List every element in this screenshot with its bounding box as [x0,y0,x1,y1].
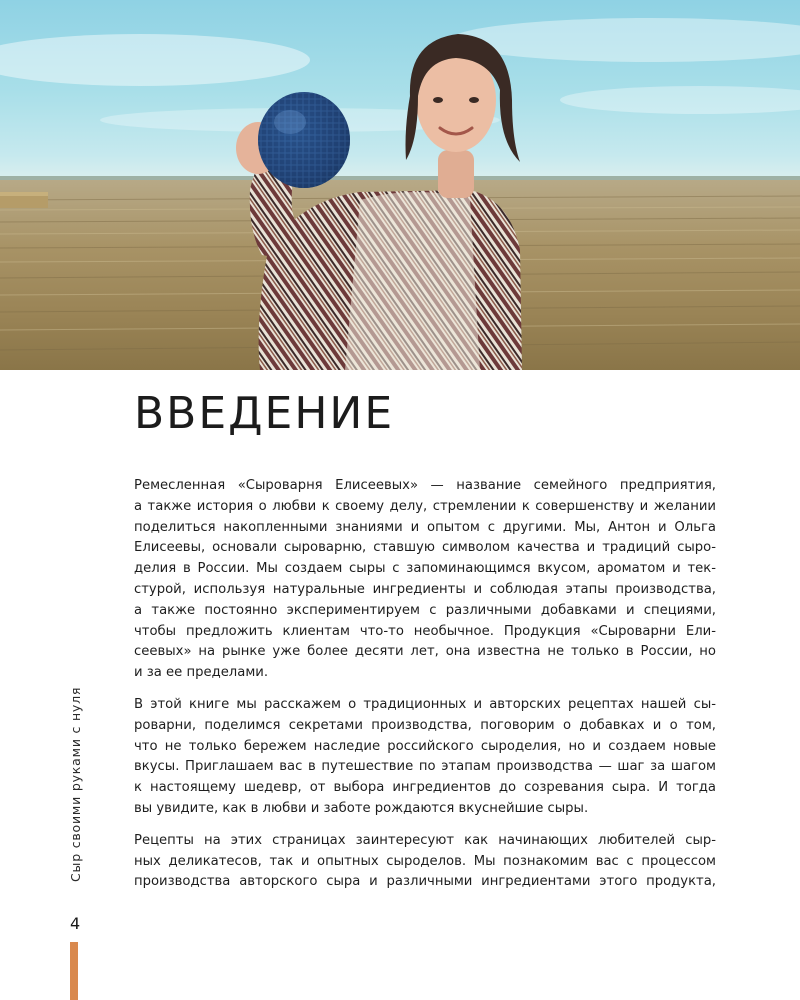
text-line: сеевых» на рынке уже более десяти лет, она известна не только в России, но [134,644,716,660]
page-number: 4 [70,914,81,933]
paragraph-1 [134,476,716,684]
hero-photo [0,0,800,370]
hero-photo-illustration [0,0,800,370]
text-line: роварни, поделимся секретами производства, поговорим о добавках и о том, [134,717,716,733]
text-line: В этой книге мы расскажем о традиционных и авторских рецептах нашей сы- [134,696,716,712]
text-line: ных деликатесов, так и опытных сыроделов. Мы познакомим вас с процессом [134,853,716,869]
text-line: Рецепты на этих страницах заинтересуют как начинающих любителей сыр- [134,832,716,848]
text-line: производства авторского сыра и различными ингредиентами этого продукта, [134,874,716,890]
paragraph-2 [134,695,716,820]
text-line: чтобы предложить клиентам что-то необычное. Продукция «Сыроварни Ели- [134,623,716,639]
text-line: а также история о любви к своему делу, стремлении к совершенству и желании [134,498,716,514]
text-line: что не только бережем наследие российского сыроделия, но и создаем новые [134,738,716,754]
text-line: Елисеевы, основали сыроварню, ставшую символом качества и традиций сыро- [134,540,716,556]
text-line: к настоящему шедевр, от выбора ингредиентов до созревания сыра. И тогда [134,780,716,796]
text-line: и за ее пределами. [134,665,269,681]
text-line: стурой, используя натуральные ингредиенты и соблюдая этапы производства, [134,581,716,597]
running-title: Сыр своими руками с нуля [68,686,83,882]
accent-bar [70,942,78,1000]
text-line: поделиться накопленными знаниями и опытом с другими. Мы, Антон и Ольга [134,519,716,535]
text-line: вкусы. Приглашаем вас в путешествие по этапам производства — шаг за шагом [134,759,716,775]
text-line: делия в России. Мы создаем сыры с запоминающимся вкусом, ароматом и тек- [134,561,716,577]
text-line: а также постоянно экспериментируем с различными добавками и специями, [134,602,716,618]
chapter-title: ВВЕДЕНИЕ [134,388,395,439]
text-line: Ремесленная «Сыроварня Елисеевых» — название семейного предприятия, [134,478,716,493]
body-text [134,476,716,904]
paragraph-3 [134,831,716,893]
text-line: вы увидите, как в любви и заботе рождаются вкуснейшие сыры. [134,800,589,816]
